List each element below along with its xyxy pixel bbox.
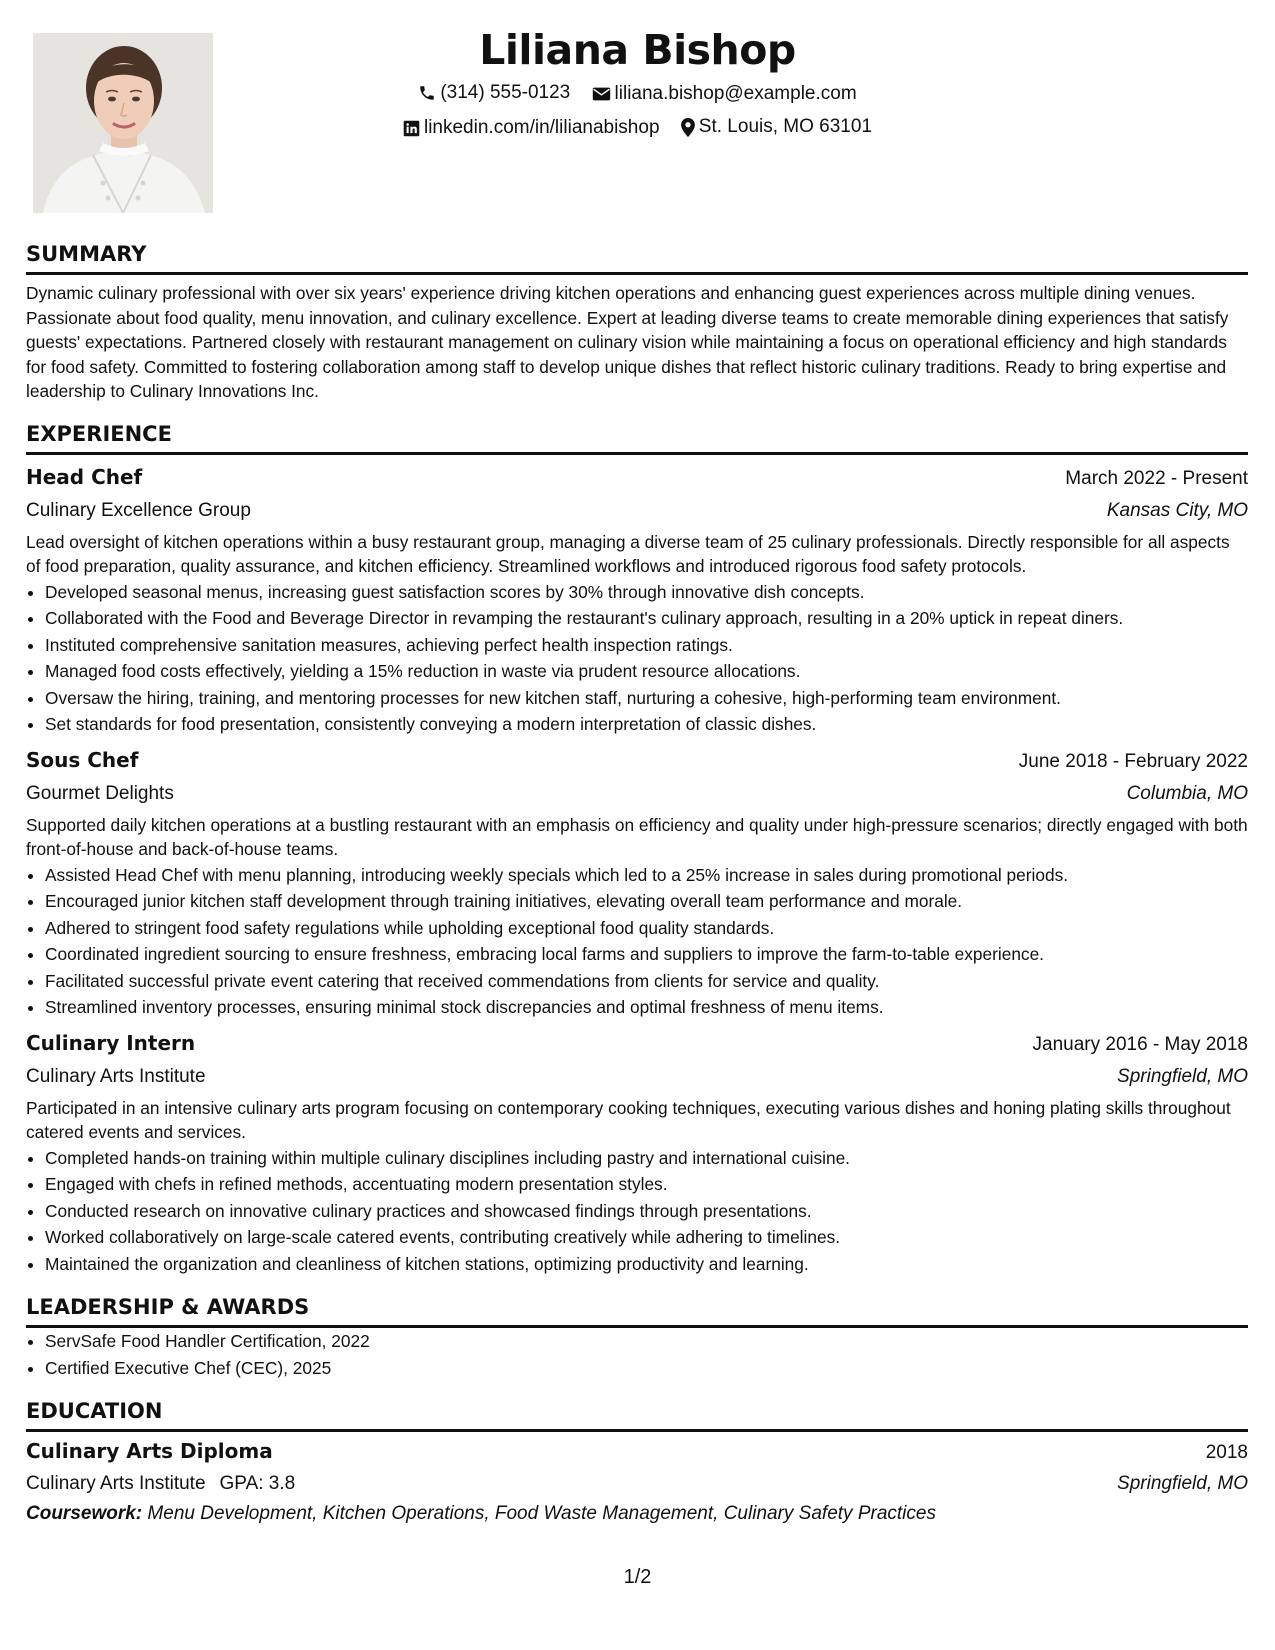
job-dates: January 2016 - May 2018 [1032,1033,1248,1055]
job-description: Participated in an intensive culinary arts program focusing on contemporary cooking techniques, executing various dishes and honing plating skills throughout catered events and services. [26,1097,1231,1142]
phone-contact[interactable] [418,78,570,108]
job-company: Culinary Arts Institute [26,1065,206,1087]
envelope-icon [592,86,611,102]
awards-heading: LEADERSHIP & AWARDS [26,1293,1248,1328]
job-bullet: • Engaged with chefs in refined methods, accentuating modern presentation styles. [45,1171,1248,1198]
location-text: St. Louis, MO 63101 [698,116,873,137]
resume-body [26,240,1248,1545]
experience-section [26,420,1248,1278]
gpa: GPA: 3.8 [219,1473,296,1494]
job-bullet: • Oversaw the hiring, training, and mentoring processes for new kitchen staff, nurturing a cohesive, high-performing team environment. [45,685,1248,712]
job-bullets [26,1145,1248,1278]
job-bullet: • Developed seasonal menus, increasing guest satisfaction scores by 30% through innovative dish concepts. [45,579,1248,606]
institution-name: Culinary Arts Institute [26,1473,206,1494]
job-bullet: • Encouraged junior kitchen staff development through training initiatives, elevating overall team performance and morale. [45,888,1248,915]
job-bullet: • Collaborated with the Food and Beverage Director in revamping the restaurant's culinary approach, resulting in a 20% uptick in repeat diners. [45,605,1248,632]
job-bullet: • Worked collaboratively on large-scale catered events, contributing creatively while adhering to timelines. [45,1224,1248,1251]
candidate-name: Liliana Bishop [479,26,796,74]
education-heading: EDUCATION [26,1397,1248,1432]
job-title: Sous Chef [26,747,139,772]
job-entry [26,744,1248,1021]
coursework-list: Menu Development, Kitchen Operations, Food Waste Management, Culinary Safety Practices [147,1503,936,1524]
resume-header [0,22,1275,147]
job-entry [26,461,1248,738]
email-text: liliana.bishop@example.com [614,83,857,104]
job-company: Gourmet Delights [26,782,174,804]
email-contact[interactable] [592,79,857,109]
contact-line-1 [0,78,1275,112]
education-location: Springfield, MO [1117,1473,1248,1494]
summary-text: Dynamic culinary professional with over six years' experience driving kitchen operations and enhancing guest experiences across multiple dining venues. Passionate about food quality, menu innovation, and culinary excellence. Expert at leading diverse teams to create memorable dining experiences that satisfy guests' expectations. Partnered closely with restaurant management on culinary vision while maintaining a focus on operational efficiency and high standards for food safety. Committed to fostering collaboration among staff to develop unique dishes that reflect historic culinary traditions. Ready to bring expertise and leadership to Culinary Innovations Inc. [26,283,1229,401]
job-location: Columbia, MO [1126,782,1248,804]
job-bullet: • Coordinated ingredient sourcing to ensure freshness, embracing local farms and suppliers to improve the farm-to-table experience. [45,941,1248,968]
job-bullets [26,579,1248,738]
job-bullets [26,862,1248,1021]
job-bullet: • Facilitated successful private event catering that received commendations from clients for service and quality. [45,968,1248,995]
job-dates: March 2022 - Present [1065,467,1248,489]
job-bullet: • Assisted Head Chef with menu planning, introducing weekly specials which led to a 25% increase in sales during promotional periods. [45,862,1248,889]
award-item: • Certified Executive Chef (CEC), 2025 [45,1355,1248,1382]
job-title: Head Chef [26,464,143,489]
degree-title: Culinary Arts Diploma [26,1439,273,1463]
job-description: Lead oversight of kitchen operations within a busy restaurant group, managing a diverse team of 25 culinary professionals. Directly responsible for all aspects of food preparation, quality assurance, and kitchen efficiency. Streamlined workflows and introduced rigorous food safety protocols. [26,531,1230,576]
award-item: • ServSafe Food Handler Certification, 2022 [45,1328,1248,1355]
linkedin-icon [403,120,420,137]
linkedin-contact[interactable] [403,113,660,143]
job-company: Culinary Excellence Group [26,499,251,521]
job-bullet: • Managed food costs effectively, yielding a 15% reduction in waste via prudent resource allocations. [45,658,1248,685]
job-bullet: • Instituted comprehensive sanitation measures, achieving perfect health inspection ratings. [45,632,1248,659]
job-bullet: • Adhered to stringent food safety regulations while upholding exceptional food quality standards. [45,915,1248,942]
job-bullet: • Completed hands-on training within multiple culinary disciplines including pastry and international cuisine. [45,1145,1248,1172]
job-location: Kansas City, MO [1106,499,1248,521]
linkedin-text: linkedin.com/in/lilianabishop [423,117,660,138]
awards-list [26,1328,1248,1381]
location-contact [681,112,872,142]
coursework-label: Coursework: [26,1503,143,1524]
job-dates: June 2018 - February 2022 [1018,750,1248,772]
job-bullet: • Streamlined inventory processes, ensuring minimal stock discrepancies and optimal freshness of menu items. [45,994,1248,1021]
job-description: Supported daily kitchen operations at a bustling restaurant with an emphasis on efficiency and quality under high-pressure scenarios; directly engaged with both front-of-house and back-of-house teams. [26,814,1248,859]
education-section [26,1397,1248,1529]
job-bullet: • Set standards for food presentation, consistently conveying a modern interpretation of classic dishes. [45,711,1248,738]
experience-heading: EXPERIENCE [26,420,1248,455]
page-number: 1/2 [623,1566,652,1588]
job-location: Springfield, MO [1117,1065,1248,1087]
job-title: Culinary Intern [26,1030,196,1055]
summary-section [26,240,1248,404]
contact-line-2 [0,112,1275,147]
job-bullet: • Maintained the organization and cleanliness of kitchen stations, optimizing productivity and learning. [45,1251,1248,1278]
job-entry [26,1027,1248,1278]
phone-text: (314) 555-0123 [440,82,571,103]
job-bullet: • Conducted research on innovative culinary practices and showcased findings through presentations. [45,1198,1248,1225]
coursework-line [26,1499,1248,1529]
phone-icon [418,84,436,102]
awards-section [26,1293,1248,1381]
summary-heading: SUMMARY [26,240,1248,275]
graduation-year: 2018 [1205,1442,1248,1463]
map-pin-icon [681,118,695,137]
education-institution-line [26,1469,295,1499]
